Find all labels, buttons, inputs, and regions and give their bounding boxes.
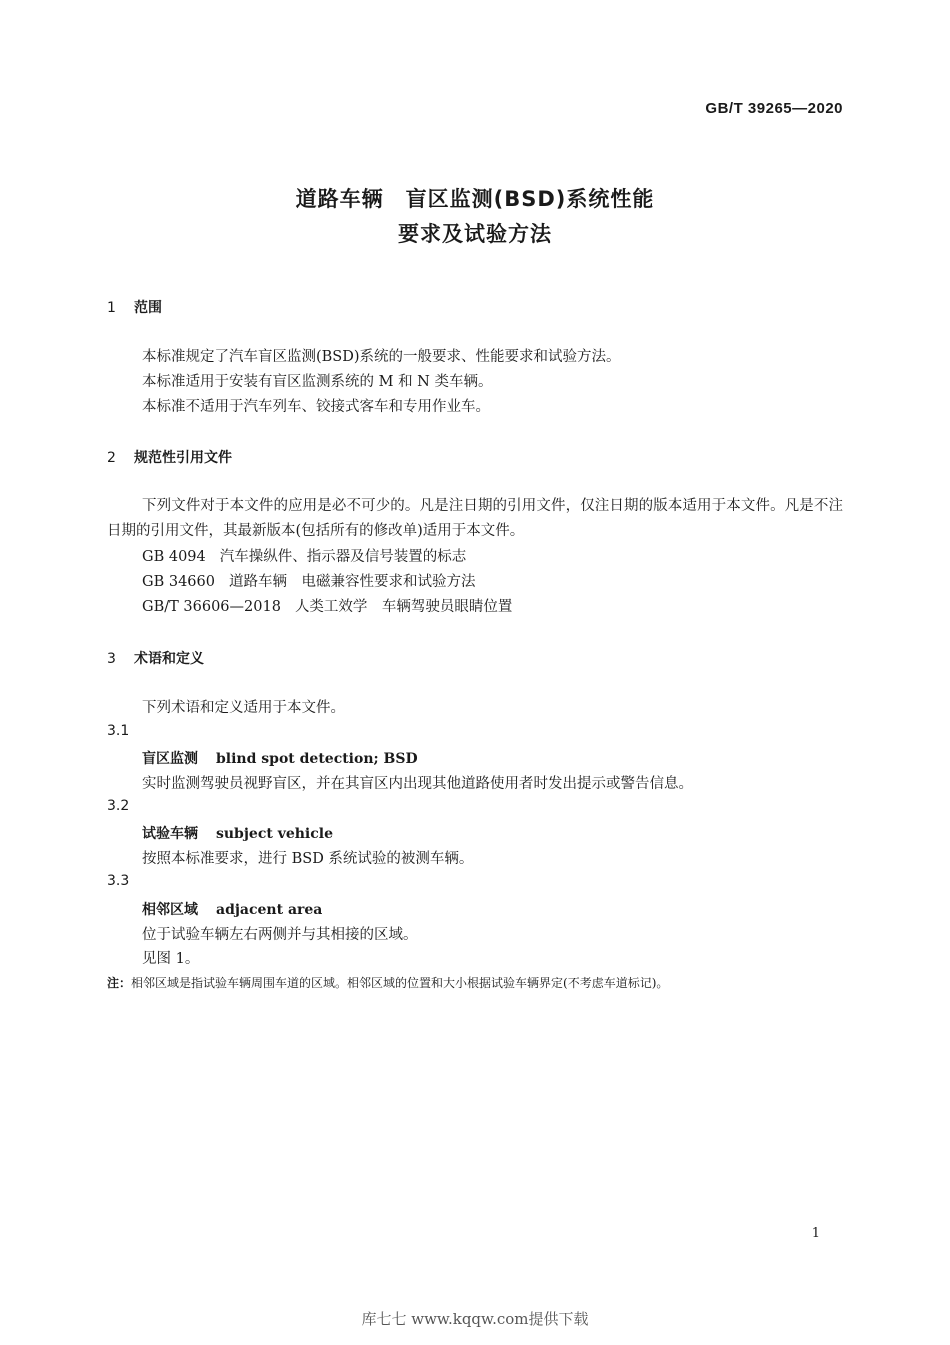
note xyxy=(107,974,668,991)
section-1-heading xyxy=(107,297,162,317)
term-english: blind spot detection; BSD xyxy=(216,751,418,767)
section-number: 2 xyxy=(107,450,116,466)
paragraph: 本标准规定了汽车盲区监测(BSD)系统的一般要求、性能要求和试验方法。 xyxy=(142,349,621,365)
page-number: 1 xyxy=(811,1226,820,1241)
clause-number: 3.2 xyxy=(107,798,130,814)
reference-title: 人类工效学 车辆驾驶员眼睛位置 xyxy=(294,599,513,615)
paragraph: 本标准适用于安装有盲区监测系统的 M 和 N 类车辆。 xyxy=(142,374,493,390)
term-chinese: 盲区监测 xyxy=(142,751,198,767)
section-2-heading xyxy=(107,447,232,467)
term-chinese: 试验车辆 xyxy=(142,826,198,842)
document-title-line2: 要求及试验方法 xyxy=(398,222,552,246)
clause-number: 3.3 xyxy=(107,873,130,889)
term-english: subject vehicle xyxy=(216,826,333,842)
section-number: 1 xyxy=(107,300,116,316)
reference-code: GB/T 36606—2018 xyxy=(142,599,281,615)
figure-reference: 见图 1。 xyxy=(142,951,200,967)
section-title: 规范性引用文件 xyxy=(134,450,232,466)
term-english: adjacent area xyxy=(216,902,323,918)
normative-reference xyxy=(142,545,466,566)
reference-title: 道路车辆 电磁兼容性要求和试验方法 xyxy=(228,574,476,590)
term-entry xyxy=(142,748,418,768)
note-text: 相邻区域是指试验车辆周围车道的区域。相邻区域的位置和大小根据试验车辆界定(不考虑车道标记)。 xyxy=(131,976,669,990)
standard-code: GB/T 39265—2020 xyxy=(705,100,843,117)
term-entry xyxy=(142,899,322,919)
paragraph: 本标准不适用于汽车列车、铰接式客车和专用作业车。 xyxy=(142,399,490,415)
normative-reference xyxy=(142,595,512,616)
document-title-line1: 道路车辆 盲区监测(BSD)系统性能 xyxy=(295,187,655,211)
clause-number: 3.1 xyxy=(107,723,130,739)
note-label: 注： xyxy=(107,976,132,990)
term-definition: 实时监测驾驶员视野盲区，并在其盲区内出现其他道路使用者时发出提示或警告信息。 xyxy=(142,776,693,792)
section-title: 范围 xyxy=(134,300,162,316)
normative-reference xyxy=(142,570,475,591)
term-entry xyxy=(142,823,333,843)
paragraph: 下列术语和定义适用于本文件。 xyxy=(142,700,345,716)
paragraph: 下列文件对于本文件的应用是必不可少的。凡是注日期的引用文件，仅注日期的版本适用于本文件。凡是不注日期的引用文件，其最新版本(包括所有的修改单)适用于本文件。 xyxy=(107,498,843,539)
reference-code: GB 4094 xyxy=(142,549,206,565)
term-definition: 按照本标准要求，进行 BSD 系统试验的被测车辆。 xyxy=(142,851,474,867)
section-number: 3 xyxy=(107,651,116,667)
reference-title: 汽车操纵件、指示器及信号装置的标志 xyxy=(219,549,467,565)
term-chinese: 相邻区域 xyxy=(142,902,198,918)
footer-watermark: 库七七 www.kqqw.com提供下载 xyxy=(361,1310,589,1328)
term-definition: 位于试验车辆左右两侧并与其相接的区域。 xyxy=(142,927,418,943)
reference-code: GB 34660 xyxy=(142,574,215,590)
section-3-heading xyxy=(107,648,204,668)
section-title: 术语和定义 xyxy=(134,651,204,667)
